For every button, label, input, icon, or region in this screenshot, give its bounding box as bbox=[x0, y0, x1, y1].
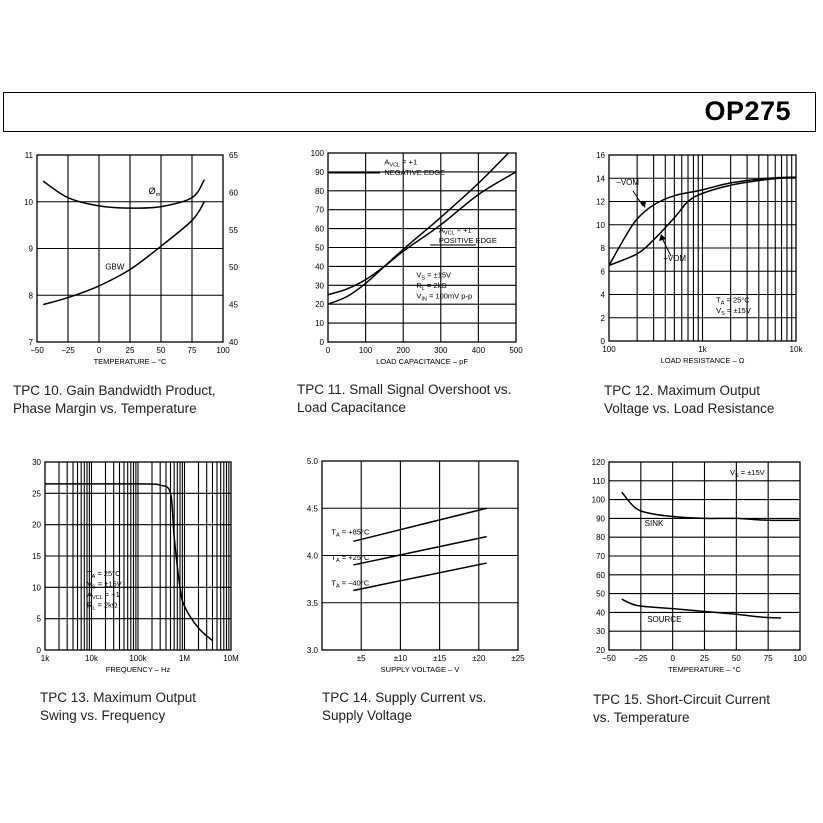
y-tick-label: 50 bbox=[596, 589, 605, 599]
x-tick-label: 400 bbox=[471, 346, 486, 355]
annotation-text: $T_A = 25^\circ C$ bbox=[86, 569, 121, 581]
series-line bbox=[353, 537, 486, 565]
caption-line: TPC 10. Gain Bandwidth Product, bbox=[13, 383, 216, 398]
annotation-text: $A_{VCL} = +1$ bbox=[86, 590, 120, 602]
annotation-text: $V_S = \pm 15V$ bbox=[716, 306, 751, 318]
annotation-text: $A_{VCL} = +1$ bbox=[384, 157, 418, 169]
y-tick-label: 5 bbox=[36, 614, 41, 624]
x-tick-label: 100 bbox=[793, 654, 807, 663]
y-tick-label: 0 bbox=[600, 337, 605, 346]
x-tick-label: 100 bbox=[602, 345, 616, 354]
x-tick-label: −50 bbox=[30, 346, 44, 355]
y-tick-label: 8 bbox=[600, 244, 605, 253]
y-tick-label: 110 bbox=[592, 476, 605, 486]
caption-line: Voltage vs. Load Resistance bbox=[604, 401, 775, 416]
caption-line: TPC 12. Maximum Output bbox=[604, 383, 761, 398]
caption-line: TPC 15. Short-Circuit Current bbox=[593, 692, 771, 707]
x-tick-label: 0 bbox=[325, 346, 331, 355]
y-tick-label: 60 bbox=[596, 570, 605, 580]
y-tick-label: 80 bbox=[596, 533, 605, 543]
chart-tpc12 bbox=[585, 140, 815, 380]
caption-line: Load Capacitance bbox=[297, 400, 406, 415]
y-tick-label: 40 bbox=[315, 262, 324, 272]
annotation-text: +VOM bbox=[663, 253, 687, 263]
page-header bbox=[3, 92, 816, 132]
x-tick-label: ±10 bbox=[393, 654, 408, 663]
x-axis-label: FREQUENCY – Hz bbox=[105, 665, 171, 674]
annotation-text: $R_L = 2k\Omega$ bbox=[86, 600, 118, 612]
x-tick-label: 1k bbox=[698, 345, 707, 354]
caption-tpc15 bbox=[593, 691, 770, 727]
annotation-text: $V_S = \pm 15V$ bbox=[86, 579, 122, 591]
annotation-text: $V_{IN} = 100mV$ p-p bbox=[416, 291, 473, 303]
y-tick-label: 4.5 bbox=[306, 504, 318, 514]
series-line bbox=[622, 492, 800, 520]
annotation-text: $T_A = +25^\circ C$ bbox=[331, 553, 370, 565]
series-line bbox=[43, 180, 204, 208]
y-tick-label: 5.0 bbox=[306, 457, 318, 466]
y-tick-label: 40 bbox=[596, 608, 605, 618]
y-tick-label: 30 bbox=[32, 458, 41, 467]
caption-line: vs. Temperature bbox=[593, 710, 690, 725]
y-tick-label: 3.0 bbox=[306, 646, 318, 655]
caption-line: Swing vs. Frequency bbox=[40, 708, 166, 723]
x-tick-label: −50 bbox=[602, 654, 616, 663]
y-tick-label: 70 bbox=[315, 205, 324, 215]
y-tick-label: 120 bbox=[591, 458, 605, 467]
annotation-text: SOURCE bbox=[647, 614, 682, 624]
x-tick-label: 0 bbox=[670, 654, 675, 663]
x-tick-label: −25 bbox=[61, 346, 75, 355]
annotation-text: $T_A = +85^\circ C$ bbox=[331, 527, 370, 539]
caption-tpc11 bbox=[297, 381, 511, 417]
x-axis-label: LOAD RESISTANCE – Ω bbox=[660, 356, 745, 365]
y-tick-label: 90 bbox=[315, 167, 324, 177]
x-tick-label: 100k bbox=[129, 654, 147, 663]
x-axis-label: TEMPERATURE – °C bbox=[93, 357, 167, 366]
caption-line: TPC 13. Maximum Output bbox=[40, 690, 197, 705]
caption-tpc10 bbox=[13, 382, 216, 418]
chart-tpc13 bbox=[0, 450, 260, 680]
y-tick-label: 2 bbox=[600, 313, 605, 323]
y-tick-label: 50 bbox=[315, 243, 324, 253]
caption-line: Phase Margin vs. Temperature bbox=[13, 401, 197, 416]
annotation-text: SINK bbox=[644, 518, 664, 528]
x-tick-label: 25 bbox=[125, 346, 135, 355]
y2-tick-label: 55 bbox=[229, 225, 238, 235]
y-tick-label: 80 bbox=[315, 186, 324, 196]
annotation-text: –VOM bbox=[616, 178, 640, 188]
y-tick-label: 10 bbox=[596, 220, 605, 230]
caption-tpc12 bbox=[604, 382, 774, 418]
x-tick-label: 1k bbox=[40, 654, 50, 663]
y-tick-label: 16 bbox=[596, 151, 605, 160]
y-tick-label: 70 bbox=[596, 552, 605, 561]
y-tick-label: 4 bbox=[600, 290, 605, 300]
y-tick-label: 20 bbox=[32, 520, 41, 530]
y-tick-label: 90 bbox=[596, 514, 605, 524]
y-tick-label: 8 bbox=[28, 291, 33, 301]
x-axis-label: LOAD CAPACITANCE – pF bbox=[376, 357, 468, 366]
annotation-text: $R_L = 2k\Omega$ bbox=[416, 281, 447, 293]
y-tick-label: 12 bbox=[596, 197, 605, 207]
annotation-text: POSITIVE EDGE bbox=[438, 235, 497, 245]
y2-tick-label: 65 bbox=[229, 151, 238, 160]
y-tick-label: 3.5 bbox=[306, 598, 318, 608]
y-tick-label: 10 bbox=[24, 197, 33, 207]
series-line bbox=[353, 563, 486, 590]
y-tick-label: 30 bbox=[315, 281, 324, 291]
chart-tpc11 bbox=[290, 140, 550, 380]
annotation-text: $V_S = \pm 15V$ bbox=[729, 468, 765, 480]
y2-tick-label: 40 bbox=[229, 338, 238, 347]
annotation-text: $V_S = \pm 15V$ bbox=[416, 270, 452, 282]
caption-line: Supply Voltage bbox=[322, 708, 413, 723]
x-tick-label: 10M bbox=[223, 654, 239, 663]
y-tick-label: 15 bbox=[32, 552, 41, 561]
x-tick-label: 300 bbox=[434, 346, 448, 355]
part-number: OP275 bbox=[704, 96, 791, 126]
x-tick-label: 75 bbox=[187, 346, 197, 355]
y2-tick-label: 45 bbox=[229, 300, 238, 310]
annotation-text: NEGATIVE EDGE bbox=[384, 167, 446, 177]
x-tick-label: ±5 bbox=[356, 654, 366, 663]
x-tick-label: ±20 bbox=[472, 654, 486, 663]
arrow-head bbox=[640, 201, 646, 208]
x-tick-label: −25 bbox=[634, 654, 648, 663]
x-tick-label: 200 bbox=[396, 346, 410, 355]
series-line bbox=[622, 599, 781, 618]
series-line bbox=[353, 508, 486, 541]
y-tick-label: 60 bbox=[315, 224, 324, 234]
y-tick-label: 25 bbox=[32, 489, 41, 499]
y-tick-label: 6 bbox=[600, 267, 605, 277]
x-tick-label: 10k bbox=[85, 654, 98, 663]
annotation-text: $A_{VCL} = +1$ bbox=[438, 225, 472, 237]
y-tick-label: 10 bbox=[32, 583, 41, 593]
annotation-text: $T_A = -40^\circ C$ bbox=[331, 578, 370, 590]
y-tick-label: 9 bbox=[28, 244, 33, 254]
x-tick-label: ±25 bbox=[511, 654, 525, 663]
x-tick-label: 500 bbox=[509, 346, 523, 355]
y-tick-label: 0 bbox=[36, 646, 41, 655]
x-tick-label: 75 bbox=[763, 654, 773, 663]
chart-tpc14 bbox=[295, 450, 535, 680]
x-axis-label: SUPPLY VOLTAGE – V bbox=[380, 665, 460, 674]
x-tick-label: 50 bbox=[156, 346, 166, 355]
y-tick-label: 14 bbox=[596, 174, 605, 184]
series-line bbox=[43, 202, 204, 305]
annotation-text: $T_A = 25^\circ C$ bbox=[716, 295, 750, 307]
caption-line: TPC 14. Supply Current vs. bbox=[322, 690, 487, 705]
x-tick-label: 100 bbox=[216, 346, 230, 355]
x-tick-label: 50 bbox=[731, 654, 741, 663]
series-line bbox=[45, 484, 212, 641]
y-tick-label: 30 bbox=[596, 627, 605, 637]
y2-tick-label: 60 bbox=[229, 188, 238, 198]
y-tick-label: 100 bbox=[310, 149, 324, 158]
y-tick-label: 0 bbox=[319, 338, 324, 347]
y-tick-label: 20 bbox=[596, 646, 605, 655]
y-tick-label: 100 bbox=[591, 495, 605, 505]
x-tick-label: 25 bbox=[700, 654, 709, 663]
chart-tpc10 bbox=[0, 140, 260, 380]
x-tick-label: 10k bbox=[789, 345, 803, 354]
x-axis-label: TEMPERATURE – °C bbox=[668, 665, 741, 674]
x-tick-label: ±15 bbox=[432, 654, 447, 663]
y2-tick-label: 50 bbox=[229, 263, 238, 273]
caption-line: TPC 11. Small Signal Overshoot vs. bbox=[297, 382, 512, 397]
chart-tpc15 bbox=[580, 450, 820, 680]
y-tick-label: 10 bbox=[315, 319, 324, 329]
x-tick-label: 1M bbox=[178, 654, 191, 663]
caption-tpc14 bbox=[322, 689, 486, 725]
annotation-text: $Ø_m$ bbox=[148, 185, 161, 198]
y-tick-label: 4.0 bbox=[306, 551, 318, 561]
caption-tpc13 bbox=[40, 689, 196, 725]
x-tick-label: 100 bbox=[358, 346, 373, 355]
y-tick-label: 20 bbox=[315, 300, 324, 310]
annotation-text: GBW bbox=[105, 262, 125, 272]
y-tick-label: 11 bbox=[24, 151, 33, 160]
x-tick-label: 0 bbox=[96, 346, 102, 355]
y-tick-label: 7 bbox=[28, 338, 33, 347]
